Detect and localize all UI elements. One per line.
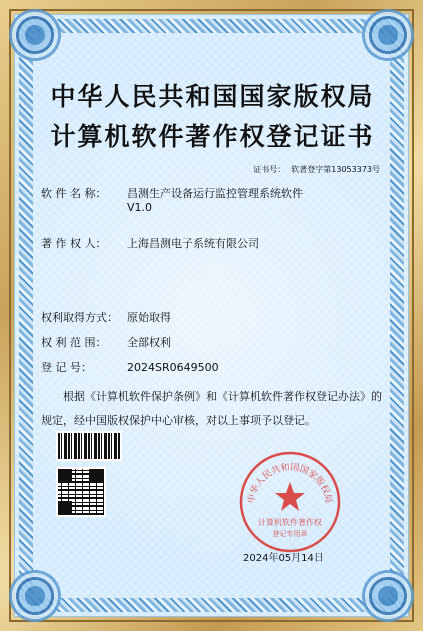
reg-no-value: 2024SR0649500 — [127, 361, 219, 374]
barcode-icon — [58, 433, 120, 459]
corner-ornament-icon — [360, 568, 416, 624]
certificate-number — [253, 164, 380, 175]
scope-label: 权 利 范 围： — [41, 336, 107, 349]
seal-inner-line-1: 计算机软件著作权 — [258, 518, 322, 527]
statement-line-2: 规定，经中国版权保护中心审核，对以上事项予以登记。 — [41, 414, 316, 427]
cert-no-label: 证书号： — [253, 165, 286, 174]
scope-row — [41, 334, 171, 350]
acquire-method-value: 原始取得 — [127, 311, 171, 324]
corner-ornament-icon — [360, 7, 416, 63]
statement-line-1: 根据《计算机软件保护条例》和《计算机软件著作权登记办法》的 — [63, 390, 382, 403]
software-name-value: 昌测生产设备运行监控管理系统软件 — [127, 187, 303, 200]
software-name-row — [41, 185, 303, 201]
corner-ornament-icon — [7, 7, 63, 63]
seal-inner-line-2: 登记专用章 — [272, 530, 308, 538]
issue-date: 2024年05月14日 — [243, 553, 324, 564]
reg-no-row — [41, 359, 219, 375]
software-version: V1.0 — [127, 201, 153, 214]
official-seal — [238, 450, 342, 554]
qr-code — [56, 467, 106, 517]
cert-no-value: 软著登字第13053373号 — [291, 165, 380, 174]
title-issuer: 中华人民共和国国家版权局 — [50, 82, 375, 111]
acquire-method-row — [41, 309, 171, 325]
scope-value: 全部权利 — [127, 336, 171, 349]
software-name-label: 软 件 名 称： — [41, 187, 107, 200]
acquire-method-label: 权利取得方式： — [41, 311, 118, 324]
certificate-paper — [14, 14, 409, 617]
qr-code-icon — [58, 469, 104, 515]
title-certificate: 计算机软件著作权登记证书 — [50, 122, 375, 151]
reg-no-label: 登 记 号： — [41, 361, 92, 374]
owner-row — [41, 235, 259, 251]
corner-ornament-icon — [7, 568, 63, 624]
barcode — [56, 431, 122, 461]
seal-outer-text: 中华人民共和国国家版权局 — [246, 462, 334, 505]
owner-value: 上海昌测电子系统有限公司 — [127, 237, 259, 250]
owner-label: 著 作 权 人： — [41, 237, 107, 250]
seal-star-icon — [275, 482, 305, 511]
registration-statement — [41, 385, 393, 433]
